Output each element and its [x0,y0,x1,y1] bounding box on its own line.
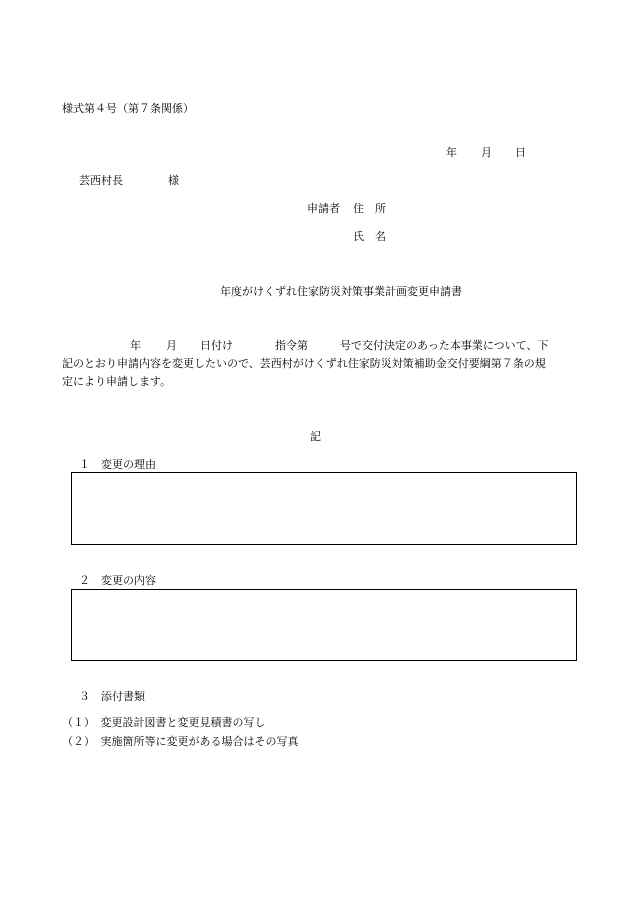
document-title: 年度がけくずれ住家防災対策事業計画変更申請書 [220,285,462,298]
section-2-label: ２ 変更の内容 [79,574,156,587]
section-1-label: １ 変更の理由 [79,458,156,471]
applicant-label: 申請者 [307,202,340,215]
body-date-suffix: 日付け [200,339,233,352]
date-month-label: 月 [481,146,492,159]
date-year-label: 年 [446,146,457,159]
section-3-label: ３ 添付書類 [79,690,145,703]
body-line-2: 記のとおり申請内容を変更したいので、芸西村がけくずれ住家防災対策補助金交付要綱第７条の規 [62,357,546,370]
attachment-item-1: （１） 変更設計図書と変更見積書の写し [62,716,266,729]
body-year: 年 [130,339,141,352]
change-content-box[interactable] [71,589,577,661]
addressee-name: 芸西村長 [79,174,123,187]
addressee-honorific: 様 [168,174,179,187]
body-line-1 [62,337,570,355]
ki-heading: 記 [310,430,321,443]
applicant-address-label: 住 所 [353,202,386,215]
change-reason-box[interactable] [71,472,577,545]
date-day-label: 日 [515,146,526,159]
body-line-3: 定により申請します。 [62,375,172,388]
applicant-name-label: 氏 名 [353,230,386,243]
attachment-item-2: （２） 実施箇所等に変更がある場合はその写真 [62,735,299,748]
body-rest: 号で交付決定のあった本事業について、下 [340,339,549,352]
body-month: 月 [166,339,177,352]
body-directive: 指令第 [275,339,308,352]
form-number: 様式第４号（第７条関係） [62,102,194,115]
body-paragraph [62,337,570,391]
